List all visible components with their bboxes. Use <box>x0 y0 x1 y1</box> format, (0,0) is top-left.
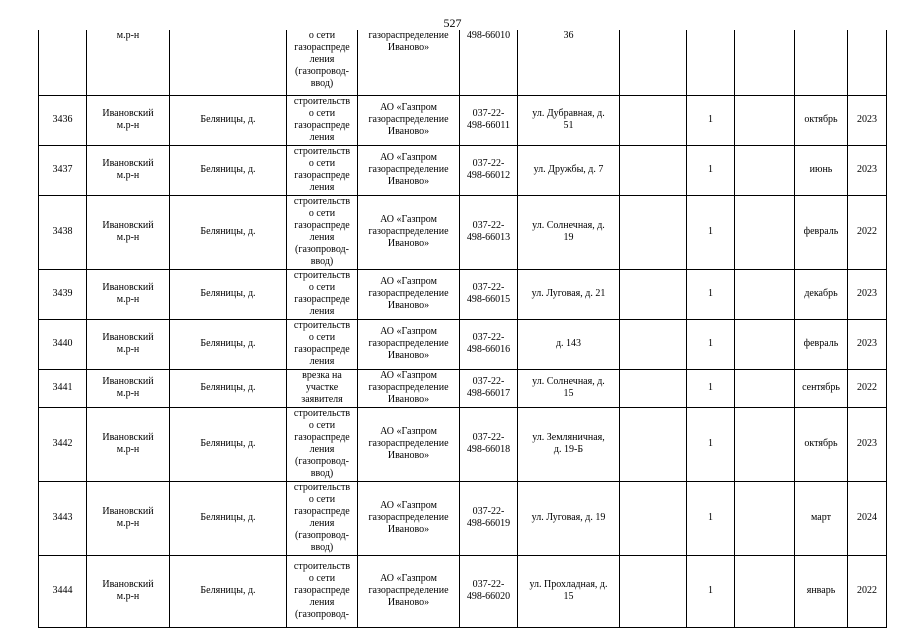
cell-address <box>518 30 620 95</box>
cell-month: февраль <box>795 319 848 369</box>
cell-month: март <box>795 481 848 555</box>
cell-work-type-line: ления <box>309 306 335 317</box>
cell-code-line: 498-66010 <box>466 30 511 41</box>
cell-code-line: 037-22- <box>472 376 505 387</box>
cell-empty <box>735 407 795 481</box>
cell-work-type <box>287 195 358 269</box>
cell-empty <box>620 195 687 269</box>
cell-work-type-line: ления <box>309 444 335 455</box>
cell-address-line: ул. Прохладная, д. <box>529 579 608 590</box>
table-row-continued <box>39 30 887 95</box>
cell-work-type-line: ления <box>309 54 335 65</box>
cell-year: 2022 <box>848 369 887 407</box>
cell-year: 2023 <box>848 269 887 319</box>
cell-code-line: 498-66017 <box>466 388 511 399</box>
cell-quantity: 1 <box>687 555 735 627</box>
cell-code-line: 498-66019 <box>466 518 511 529</box>
cell-organization-line: Иваново» <box>387 238 430 249</box>
cell-work-type-line: о сети <box>308 282 336 293</box>
cell-code <box>460 95 518 145</box>
cell-address <box>518 481 620 555</box>
cell-district-line: Ивановский <box>102 506 154 517</box>
cell-empty <box>620 555 687 627</box>
cell-work-type-line: строительств <box>293 408 351 419</box>
cell-number: 3437 <box>39 145 87 195</box>
cell-month: февраль <box>795 195 848 269</box>
cell-district-line: м.р-н <box>116 444 140 455</box>
cell-district-line: м.р-н <box>116 388 140 399</box>
page-number: 527 <box>443 16 462 30</box>
cell-number: 3443 <box>39 481 87 555</box>
cell-work-type-line: (газопровод- <box>295 244 349 255</box>
cell-district <box>87 195 170 269</box>
cell-work-type-line: ления <box>309 182 335 193</box>
table-row <box>39 145 887 195</box>
cell-organization <box>358 145 460 195</box>
cell-address <box>518 369 620 407</box>
table-row <box>39 195 887 269</box>
cell-empty <box>735 145 795 195</box>
cell-code-line: 037-22- <box>472 506 505 517</box>
cell-organization-line: газораспределение <box>368 30 449 41</box>
cell-code-line: 498-66020 <box>466 591 511 602</box>
cell-number: 3442 <box>39 407 87 481</box>
cell-quantity <box>687 30 735 95</box>
cell-locality: Беляницы, д. <box>170 195 287 269</box>
cell-quantity: 1 <box>687 407 735 481</box>
cell-district-line: Ивановский <box>102 282 154 293</box>
cell-district <box>87 481 170 555</box>
cell-empty <box>735 30 795 95</box>
cell-district <box>87 95 170 145</box>
cell-address-line: 36 <box>563 30 574 41</box>
table-row <box>39 481 887 555</box>
cell-locality: Беляницы, д. <box>170 369 287 407</box>
cell-code-line: 037-22- <box>472 220 505 231</box>
cell-code <box>460 195 518 269</box>
cell-work-type-line: ввод) <box>310 256 334 267</box>
cell-work-type <box>287 30 358 95</box>
cell-work-type-line: ления <box>309 518 335 529</box>
cell-organization <box>358 95 460 145</box>
cell-empty <box>735 481 795 555</box>
cell-year: 2023 <box>848 319 887 369</box>
cell-empty <box>735 95 795 145</box>
cell-empty <box>735 195 795 269</box>
cell-quantity: 1 <box>687 95 735 145</box>
cell-district-line: м.р-н <box>116 170 140 181</box>
cell-code <box>460 369 518 407</box>
cell-organization <box>358 407 460 481</box>
cell-code-line: 498-66016 <box>466 344 511 355</box>
cell-district-line: м.р-н <box>116 591 140 602</box>
cell-work-type <box>287 369 358 407</box>
cell-organization-line: Иваново» <box>387 394 430 405</box>
cell-work-type <box>287 269 358 319</box>
cell-organization-line: АО «Газпром <box>380 152 437 163</box>
cell-number: 3440 <box>39 319 87 369</box>
cell-organization <box>358 269 460 319</box>
cell-organization-line: Иваново» <box>387 42 430 53</box>
cell-locality: Беляницы, д. <box>170 319 287 369</box>
cell-organization <box>358 319 460 369</box>
cell-work-type-line: врезка на <box>302 370 342 381</box>
cell-quantity: 1 <box>687 319 735 369</box>
table-row <box>39 555 887 627</box>
cell-month <box>795 30 848 95</box>
cell-district-line: м.р-н <box>116 120 140 131</box>
cell-locality: Беляницы, д. <box>170 95 287 145</box>
cell-organization-line: газораспределение <box>368 288 449 299</box>
cell-empty <box>620 145 687 195</box>
cell-organization-line: АО «Газпром <box>380 214 437 225</box>
cell-quantity: 1 <box>687 269 735 319</box>
cell-organization-line: газораспределение <box>368 226 449 237</box>
cell-month: июнь <box>795 145 848 195</box>
cell-month: октябрь <box>795 407 848 481</box>
cell-locality: Беляницы, д. <box>170 269 287 319</box>
cell-work-type <box>287 481 358 555</box>
cell-address-line: ул. Луговая, д. 19 <box>531 512 606 523</box>
cell-district-line: м.р-н <box>116 30 140 41</box>
cell-code-line: 037-22- <box>472 432 505 443</box>
cell-year <box>848 30 887 95</box>
table-row <box>39 369 887 407</box>
cell-organization-line: АО «Газпром <box>380 500 437 511</box>
cell-address-line: д. 143 <box>555 338 582 349</box>
cell-code-line: 037-22- <box>472 579 505 590</box>
cell-locality: Беляницы, д. <box>170 555 287 627</box>
cell-work-type-line: (газопровод- <box>295 66 349 77</box>
cell-work-type <box>287 319 358 369</box>
cell-district <box>87 145 170 195</box>
cell-work-type-line: о сети <box>308 158 336 169</box>
cell-year: 2022 <box>848 195 887 269</box>
cell-district <box>87 369 170 407</box>
cell-code-line: 037-22- <box>472 332 505 343</box>
cell-district-line: Ивановский <box>102 158 154 169</box>
cell-work-type-line: ления <box>309 132 335 143</box>
cell-district-line: м.р-н <box>116 518 140 529</box>
cell-address <box>518 407 620 481</box>
cell-work-type-line: о сети <box>308 208 336 219</box>
table-row <box>39 95 887 145</box>
cell-work-type <box>287 407 358 481</box>
cell-district-line: Ивановский <box>102 579 154 590</box>
cell-work-type-line: газораспреде <box>294 42 350 53</box>
cell-code-line: 037-22- <box>472 282 505 293</box>
cell-work-type-line: газораспреде <box>294 506 350 517</box>
cell-organization-line: Иваново» <box>387 300 430 311</box>
cell-organization <box>358 195 460 269</box>
cell-work-type-line: строительств <box>293 96 351 107</box>
cell-locality: Беляницы, д. <box>170 145 287 195</box>
cell-work-type <box>287 95 358 145</box>
cell-empty <box>620 369 687 407</box>
cell-empty <box>735 369 795 407</box>
cell-address-line: ул. Дубравная, д. <box>532 108 605 119</box>
cell-month: декабрь <box>795 269 848 319</box>
cell-work-type-line: строительств <box>293 482 351 493</box>
cell-locality: Беляницы, д. <box>170 481 287 555</box>
cell-organization-line: газораспределение <box>368 382 449 393</box>
cell-organization-line: газораспределение <box>368 512 449 523</box>
cell-year: 2023 <box>848 95 887 145</box>
cell-work-type-line: участке <box>305 382 339 393</box>
cell-work-type-line: (газопровод- <box>295 456 349 467</box>
cell-number: 3439 <box>39 269 87 319</box>
cell-number <box>39 30 87 95</box>
cell-district-line: Ивановский <box>102 108 154 119</box>
cell-address <box>518 555 620 627</box>
cell-district <box>87 30 170 95</box>
cell-address-line: д. 19-Б <box>553 444 584 455</box>
cell-address-line: ул. Земляничная, <box>532 432 605 443</box>
cell-empty <box>735 269 795 319</box>
cell-work-type-line: о сети <box>308 30 336 41</box>
table-row <box>39 269 887 319</box>
cell-address <box>518 269 620 319</box>
cell-district <box>87 269 170 319</box>
cell-work-type-line: строительств <box>293 196 351 207</box>
cell-empty <box>620 269 687 319</box>
cell-address <box>518 319 620 369</box>
cell-work-type-line: строительств <box>293 270 351 281</box>
cell-code-line: 498-66013 <box>466 232 511 243</box>
cell-quantity: 1 <box>687 481 735 555</box>
cell-work-type-line: газораспреде <box>294 170 350 181</box>
registry-table <box>38 30 887 628</box>
cell-empty <box>620 319 687 369</box>
cell-quantity: 1 <box>687 145 735 195</box>
cell-code <box>460 555 518 627</box>
cell-code-line: 037-22- <box>472 158 505 169</box>
cell-work-type-line: ввод) <box>310 468 334 479</box>
cell-address-line: ул. Солнечная, д. <box>532 376 605 387</box>
cell-code-line: 498-66015 <box>466 294 511 305</box>
cell-work-type-line: газораспреде <box>294 432 350 443</box>
cell-district-line: Ивановский <box>102 432 154 443</box>
cell-year: 2023 <box>848 145 887 195</box>
cell-district-line: Ивановский <box>102 220 154 231</box>
cell-district-line: Ивановский <box>102 332 154 343</box>
cell-number: 3441 <box>39 369 87 407</box>
cell-organization-line: Иваново» <box>387 126 430 137</box>
cell-organization-line: Иваново» <box>387 524 430 535</box>
cell-address-line: ул. Дружбы, д. 7 <box>533 164 604 175</box>
cell-organization-line: газораспределение <box>368 114 449 125</box>
cell-organization-line: АО «Газпром <box>380 326 437 337</box>
cell-empty <box>620 481 687 555</box>
cell-work-type-line: о сети <box>308 573 336 584</box>
cell-organization <box>358 555 460 627</box>
cell-address-line: ул. Солнечная, д. <box>532 220 605 231</box>
cell-work-type-line: строительств <box>293 146 351 157</box>
cell-empty <box>620 95 687 145</box>
table-row <box>39 319 887 369</box>
cell-organization-line: Иваново» <box>387 176 430 187</box>
cell-organization-line: АО «Газпром <box>380 370 437 381</box>
cell-code-line: 498-66011 <box>467 120 510 131</box>
cell-work-type-line: газораспреде <box>294 120 350 131</box>
cell-number: 3444 <box>39 555 87 627</box>
cell-work-type-line: газораспреде <box>294 585 350 596</box>
cell-address <box>518 145 620 195</box>
cell-code <box>460 30 518 95</box>
cell-address-line: 51 <box>563 120 574 131</box>
cell-month: октябрь <box>795 95 848 145</box>
cell-code <box>460 481 518 555</box>
cell-work-type-line: заявителя <box>301 394 343 405</box>
cell-organization-line: газораспределение <box>368 585 449 596</box>
cell-organization-line: газораспределение <box>368 164 449 175</box>
cell-number: 3436 <box>39 95 87 145</box>
cell-address-line: 15 <box>563 388 574 399</box>
cell-organization-line: Иваново» <box>387 597 430 608</box>
cell-code-line: 498-66018 <box>466 444 511 455</box>
cell-organization-line: АО «Газпром <box>380 102 437 113</box>
table-body <box>39 30 887 627</box>
cell-empty <box>620 30 687 95</box>
cell-year: 2023 <box>848 407 887 481</box>
cell-work-type-line: (газопровод- <box>295 530 349 541</box>
cell-work-type-line: газораспреде <box>294 344 350 355</box>
cell-district-line: м.р-н <box>116 344 140 355</box>
cell-work-type-line: ввод) <box>310 542 334 553</box>
cell-district <box>87 555 170 627</box>
cell-address-line: ул. Луговая, д. 21 <box>531 288 606 299</box>
cell-organization <box>358 481 460 555</box>
cell-work-type <box>287 555 358 627</box>
cell-district-line: Ивановский <box>102 376 154 387</box>
cell-work-type-line: о сети <box>308 494 336 505</box>
cell-work-type-line: о сети <box>308 108 336 119</box>
cell-code-line: 037-22- <box>472 108 505 119</box>
cell-code <box>460 269 518 319</box>
table-row <box>39 407 887 481</box>
cell-district <box>87 319 170 369</box>
cell-empty <box>620 407 687 481</box>
cell-district-line: м.р-н <box>116 294 140 305</box>
cell-work-type-line: (газопровод- <box>295 609 349 620</box>
cell-work-type-line: ления <box>309 597 335 608</box>
cell-work-type-line: о сети <box>308 332 336 343</box>
cell-work-type-line: строительств <box>293 320 351 331</box>
cell-district <box>87 407 170 481</box>
cell-work-type-line: о сети <box>308 420 336 431</box>
cell-locality: Беляницы, д. <box>170 407 287 481</box>
cell-organization-line: Иваново» <box>387 350 430 361</box>
cell-month: сентябрь <box>795 369 848 407</box>
cell-work-type-line: ввод) <box>310 78 334 89</box>
cell-address <box>518 95 620 145</box>
cell-quantity: 1 <box>687 369 735 407</box>
cell-address <box>518 195 620 269</box>
cell-work-type-line: газораспреде <box>294 220 350 231</box>
cell-number: 3438 <box>39 195 87 269</box>
cell-work-type <box>287 145 358 195</box>
cell-organization-line: АО «Газпром <box>380 426 437 437</box>
cell-organization-line: АО «Газпром <box>380 573 437 584</box>
cell-month: январь <box>795 555 848 627</box>
cell-work-type-line: газораспреде <box>294 294 350 305</box>
cell-locality <box>170 30 287 95</box>
cell-work-type-line: строительств <box>293 561 351 572</box>
cell-district-line: м.р-н <box>116 232 140 243</box>
cell-empty <box>735 319 795 369</box>
cell-code <box>460 407 518 481</box>
cell-year: 2024 <box>848 481 887 555</box>
cell-organization <box>358 369 460 407</box>
cell-organization-line: газораспределение <box>368 438 449 449</box>
cell-work-type-line: ления <box>309 232 335 243</box>
cell-empty <box>735 555 795 627</box>
cell-work-type-line: ления <box>309 356 335 367</box>
cell-address-line: 15 <box>563 591 574 602</box>
cell-organization-line: газораспределение <box>368 338 449 349</box>
cell-code <box>460 145 518 195</box>
cell-organization-line: АО «Газпром <box>380 276 437 287</box>
cell-address-line: 19 <box>563 232 574 243</box>
cell-year: 2022 <box>848 555 887 627</box>
cell-organization-line: Иваново» <box>387 450 430 461</box>
cell-organization <box>358 30 460 95</box>
cell-quantity: 1 <box>687 195 735 269</box>
cell-code <box>460 319 518 369</box>
cell-code-line: 498-66012 <box>466 170 511 181</box>
